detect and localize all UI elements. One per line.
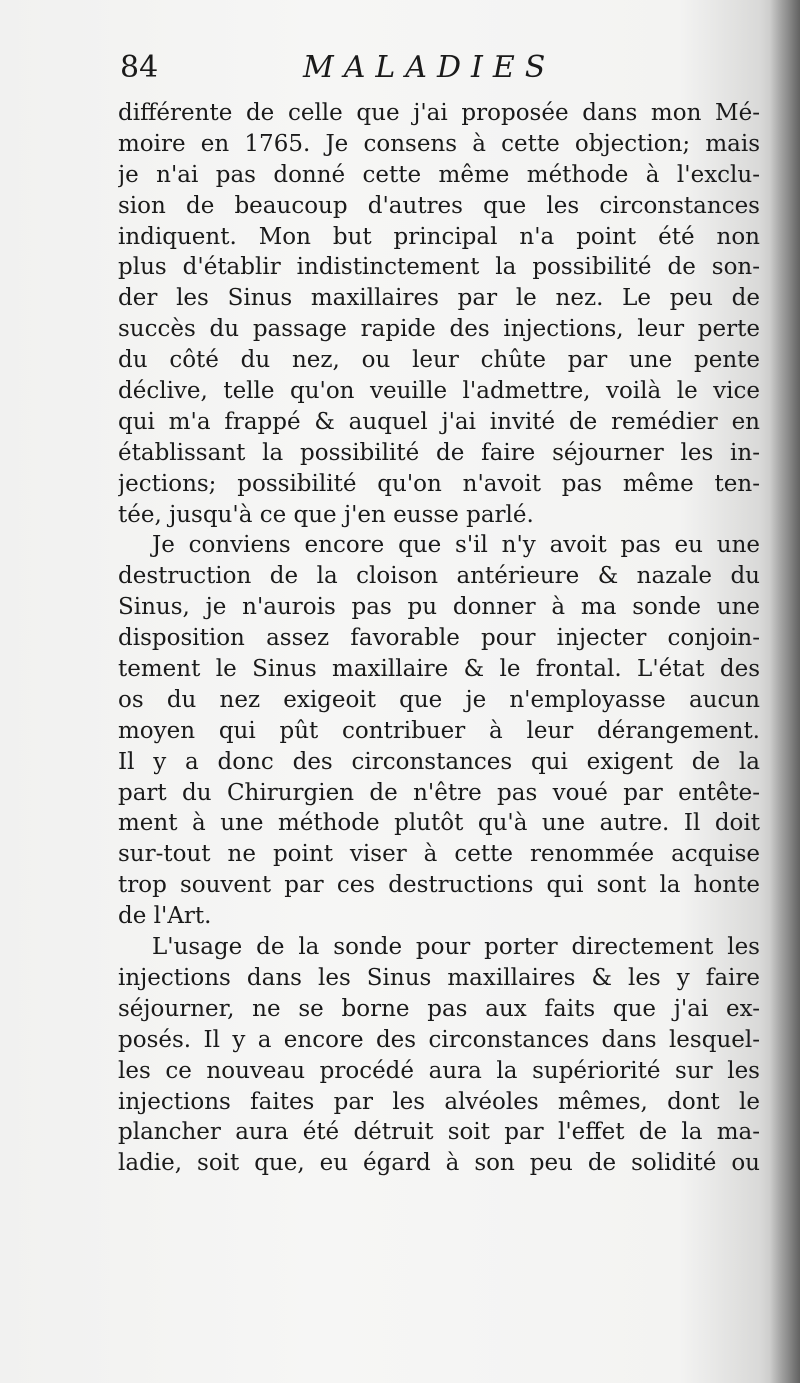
text-line: posés. Il y a encore des circonstances dans lesquel- [118, 1026, 760, 1053]
paragraph-3 [118, 932, 760, 1179]
text-line: injections dans les Sinus maxillaires & les y faire [118, 964, 760, 991]
text-line: der les Sinus maxillaires par le nez. Le peu de [118, 285, 760, 312]
text-line: sion de beaucoup d'autres que les circonstances [118, 192, 760, 219]
text-line: plancher aura été détruit soit par l'effet de la ma- [118, 1119, 760, 1146]
text-line: Sinus, je n'aurois pas pu donner à ma sonde une [118, 594, 760, 621]
page-gutter-shadow [770, 0, 800, 1383]
text-line: ladie, soit que, eu égard à son peu de solidité ou [118, 1150, 760, 1177]
text-line: destruction de la cloison antérieure & nazale du [118, 563, 760, 590]
text-line: L'usage de la sonde pour porter directement les [152, 934, 760, 961]
text-line: je n'ai pas donné cette même méthode à l'exclu- [118, 161, 760, 188]
text-line: Je conviens encore que s'il n'y avoit pas eu une [152, 532, 760, 559]
text-line: de l'Art. [118, 903, 212, 930]
paragraph-1 [118, 98, 760, 530]
text-line: sur-tout ne point viser à cette renommée acquise [118, 841, 760, 868]
text-line: qui m'a frappé & auquel j'ai invité de remédier en [118, 408, 760, 435]
text-line: part du Chirurgien de n'être pas voué par entête- [118, 779, 760, 806]
text-line: tement le Sinus maxillaire & le frontal. L'état des [118, 656, 760, 683]
text-line: tée, jusqu'à ce que j'en eusse parlé. [118, 501, 534, 528]
page-number: 84 [120, 50, 159, 85]
text-line: moire en 1765. Je consens à cette objection; mais [118, 130, 760, 157]
text-line: ment à une méthode plutôt qu'à une autre. Il doit [118, 810, 760, 837]
text-line: succès du passage rapide des injections, leur perte [118, 316, 760, 343]
paragraph-2 [118, 530, 760, 932]
text-line: injections faites par les alvéoles mêmes, dont le [118, 1088, 760, 1115]
text-line: disposition assez favorable pour injecter conjoin- [118, 625, 760, 652]
text-line: séjourner, ne se borne pas aux faits que j'ai ex- [118, 995, 760, 1022]
text-line: établissant la possibilité de faire séjourner les in- [118, 439, 760, 466]
text-line: du côté du nez, ou leur chûte par une pente [118, 347, 760, 374]
text-line: Il y a donc des circonstances qui exigent de la [118, 748, 760, 775]
text-line: déclive, telle qu'on veuille l'admettre, voilà le vice [118, 378, 760, 405]
text-line: indiquent. Mon but principal n'a point été non [118, 223, 760, 250]
text-line: les ce nouveau procédé aura la supériorité sur les [118, 1057, 760, 1084]
text-line: plus d'établir indistinctement la possibilité de son- [118, 254, 760, 281]
text-line: os du nez exigeoit que je n'employasse aucun [118, 686, 760, 713]
text-line: trop souvent par ces destructions qui sont la honte [118, 872, 760, 899]
running-head [118, 50, 760, 98]
text-block [118, 50, 760, 1179]
running-title: MALADIES [303, 50, 556, 85]
text-line: moyen qui pût contribuer à leur dérangement. [118, 717, 760, 744]
text-line: jections; possibilité qu'on n'avoit pas même ten- [118, 470, 760, 497]
text-line: différente de celle que j'ai proposée dans mon Mé- [118, 100, 760, 126]
